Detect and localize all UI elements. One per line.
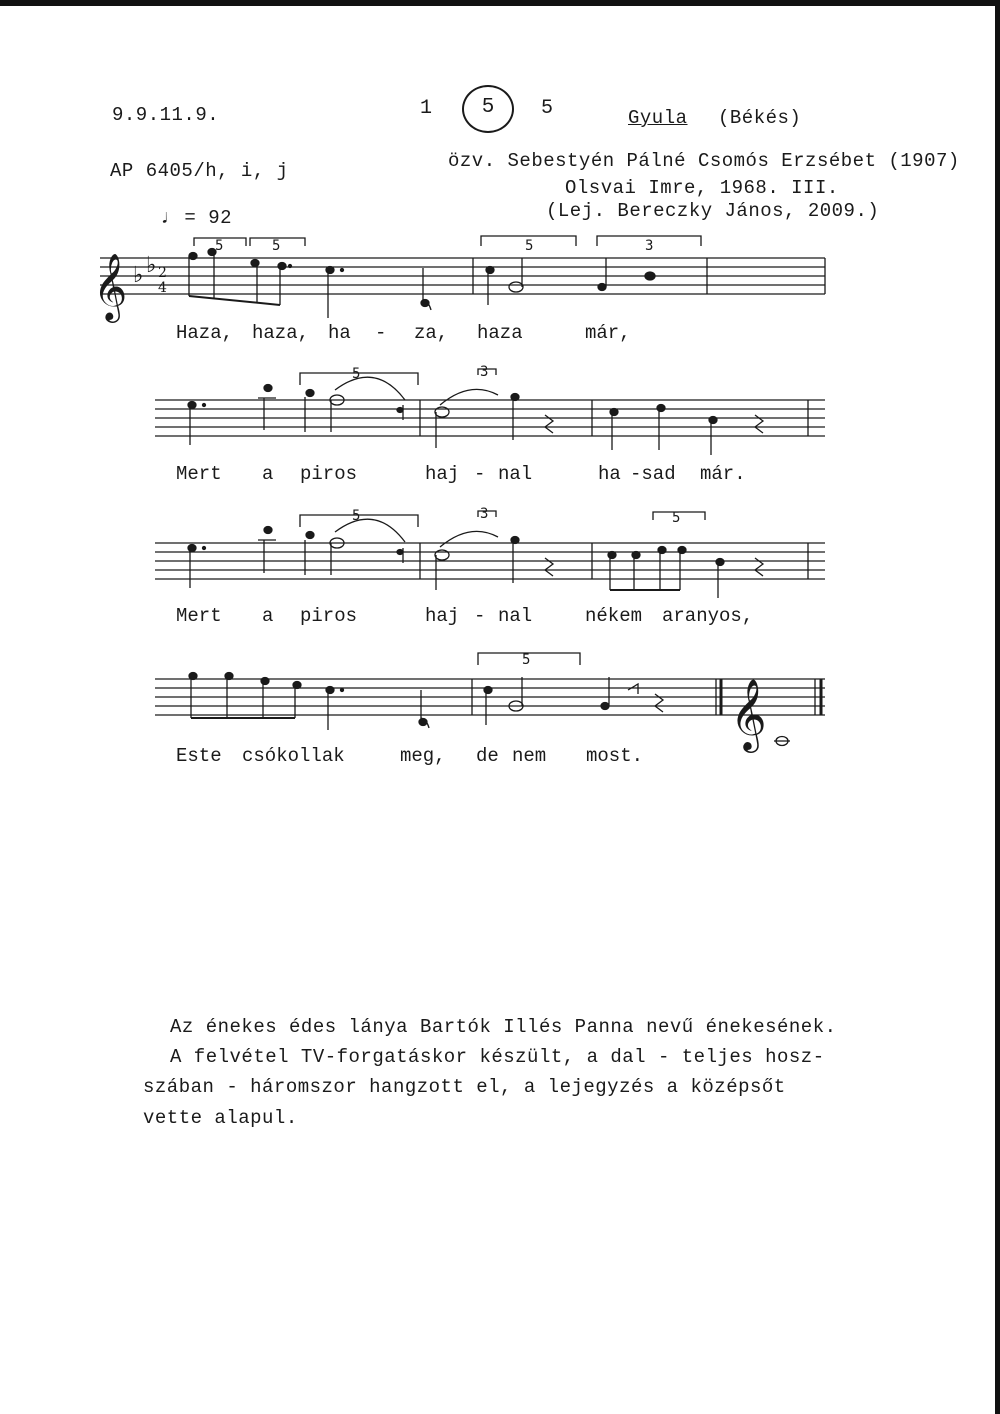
treble-clef-icon: 𝄞: [93, 252, 128, 320]
lyric-syllable: nal: [498, 463, 533, 485]
lyric-syllable: haj: [425, 463, 460, 485]
classification-number: 9.9.11.9.: [112, 104, 220, 126]
lyric-syllable: za,: [414, 322, 449, 344]
tuplet-label: 5: [352, 508, 361, 524]
lyric-syllable: a: [262, 463, 274, 485]
tuplet-label: 5: [525, 238, 534, 254]
treble-clef-icon: 𝄞: [730, 677, 767, 750]
tuplet-label: 5: [272, 238, 281, 254]
lyric-syllable: haza,: [252, 322, 310, 344]
lyric-syllable: nékem: [585, 605, 643, 627]
tuplet-label: 3: [480, 364, 489, 380]
staff-4: [155, 679, 825, 715]
lyric-syllable: már,: [585, 322, 631, 344]
lyric-syllable: már.: [700, 463, 746, 485]
archive-reference: AP 6405/h, i, j: [110, 160, 289, 182]
lyric-syllable: most.: [586, 745, 644, 767]
time-signature: 2: [158, 265, 167, 281]
notes-line: szában - háromszor hangzott el, a lejegyzés a középsőt: [143, 1076, 786, 1098]
lyric-hyphen: -: [375, 322, 387, 344]
notes-line: vette alapul.: [143, 1107, 298, 1129]
lyric-hyphen: -: [474, 605, 486, 627]
lyric-syllable: Mert: [176, 463, 222, 485]
lyric-syllable: -sad: [630, 463, 676, 485]
tuplet-label: 5: [215, 238, 224, 254]
singer-name: özv. Sebestyén Pálné Csomós Erzsébet (1907): [448, 150, 960, 172]
scale-right: 5: [541, 97, 554, 120]
notes-line: Az énekes édes lánya Bartók Illés Panna nevű énekesének.: [170, 1016, 837, 1038]
lyric-syllable: csókollak: [242, 745, 345, 767]
lyric-syllable: haj: [425, 605, 460, 627]
scale-center-circled: 5: [462, 85, 514, 133]
tempo-value: = 92: [184, 207, 233, 229]
tempo-marking: ♩ = 92: [160, 207, 233, 230]
transcriber: (Lej. Bereczky János, 2009.): [546, 200, 880, 222]
lyric-syllable: aranyos,: [662, 605, 754, 627]
county-name: (Békés): [718, 107, 802, 129]
scale-left: 1: [420, 97, 433, 120]
lyric-syllable: ha: [328, 322, 351, 344]
lyric-syllable: Este: [176, 745, 222, 767]
collector: Olsvai Imre, 1968. III.: [565, 177, 839, 199]
staff-1: [100, 258, 825, 294]
lyric-syllable: meg,: [400, 745, 446, 767]
lyric-syllable: ha: [598, 463, 621, 485]
staff-2: [155, 400, 825, 436]
time-signature: 4: [158, 280, 167, 296]
notes-line: A felvétel TV-forgatáskor készült, a dal - teljes hosz-: [170, 1046, 825, 1068]
lyric-syllable: Mert: [176, 605, 222, 627]
tuplet-label: 5: [352, 366, 361, 382]
tuplet-label: 3: [645, 238, 654, 254]
lyric-syllable: haza: [477, 322, 523, 344]
lyric-hyphen: -: [474, 463, 486, 485]
tuplet-label: 5: [522, 652, 531, 668]
tuplet-label: 5: [672, 510, 681, 526]
flat-icon: ♭: [133, 263, 144, 288]
lyric-syllable: piros: [300, 463, 358, 485]
lyric-syllable: de: [476, 745, 499, 767]
lyric-syllable: Haza,: [176, 322, 234, 344]
place-name: Gyula: [628, 107, 688, 129]
lyric-syllable: nem: [512, 745, 547, 767]
lyric-syllable: a: [262, 605, 274, 627]
lyric-syllable: piros: [300, 605, 358, 627]
tuplet-label: 3: [480, 506, 489, 522]
flat-icon: ♭: [146, 253, 157, 278]
lyric-syllable: nal: [498, 605, 533, 627]
